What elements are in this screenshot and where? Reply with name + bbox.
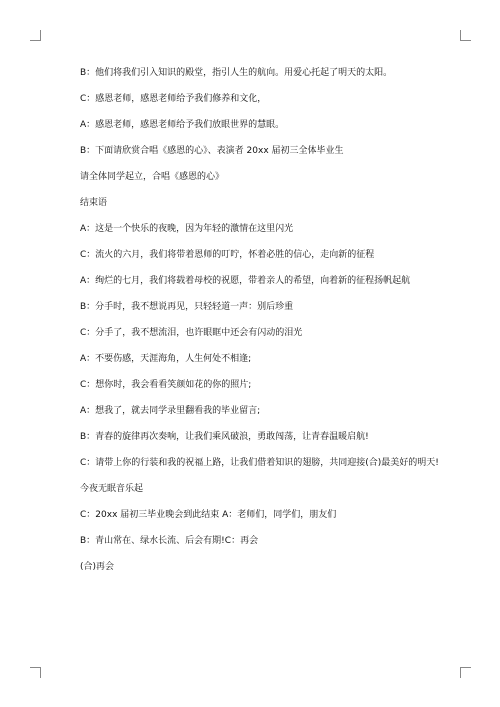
paragraph: C：分手了，我不想流泪，也许眼眶中还会有闪动的泪光: [80, 328, 303, 338]
paragraph: C：感恩老师，感恩老师给予我们修养和文化，: [80, 94, 267, 104]
paragraph: A：绚烂的七月，我们将载着母校的祝愿，带着亲人的希望，向着新的征程扬帆起航: [80, 276, 411, 286]
paragraph: B：他们将我们引入知识的殿堂，指引人生的航向。用爱心托起了明天的太阳。: [80, 68, 393, 78]
paragraph: C：流火的六月，我们将带着恩师的叮咛，怀着必胜的信心，走向新的征程: [80, 250, 375, 260]
paragraph: (合)再会: [80, 562, 115, 572]
paragraph: B：青山常在、绿水长流、后会有期!C：再会: [80, 536, 259, 546]
paragraph: A：这是一个快乐的夜晚，因为年轻的激情在这里闪光: [80, 224, 294, 234]
paragraph: A：想我了，就去同学录里翻看我的毕业留言;: [80, 406, 261, 416]
crop-mark-bottom-left: [30, 667, 41, 678]
document-page: [60, 66, 444, 574]
paragraph: C：请带上你的行装和我的祝福上路，让我们借着知识的翅膀，共同迎接(合)最美好的明天!: [80, 458, 439, 468]
paragraph: C：想你时，我会看看笑颜如花的你的照片;: [80, 380, 252, 390]
section-heading: 结束语: [80, 198, 108, 208]
crop-mark-top-left: [30, 30, 41, 41]
paragraph: B：分手时，我不想说再见，只轻轻道一声：别后珍重: [80, 302, 294, 312]
paragraph: 请全体同学起立，合唱《感恩的心》: [80, 172, 225, 182]
paragraph: A：感恩老师，感恩老师给予我们放眼世界的慧眼。: [80, 120, 285, 130]
crop-mark-bottom-right: [460, 667, 471, 678]
paragraph: B：下面请欣赏合唱《感恩的心》、表演者 20xx 届初三全体毕业生: [80, 146, 344, 156]
paragraph: 今夜无眠音乐起: [80, 484, 144, 494]
paragraph: C：20xx 届初三毕业晚会到此结束 A：老师们，同学们，朋友们: [80, 510, 337, 520]
paragraph: B：青春的旋律再次奏响，让我们乘风破浪，勇敢闯荡，让青春温暖启航!: [80, 432, 369, 442]
crop-mark-top-right: [460, 30, 471, 41]
paragraph: A：不要伤感，天涯海角，人生何处不相逢;: [80, 354, 252, 364]
